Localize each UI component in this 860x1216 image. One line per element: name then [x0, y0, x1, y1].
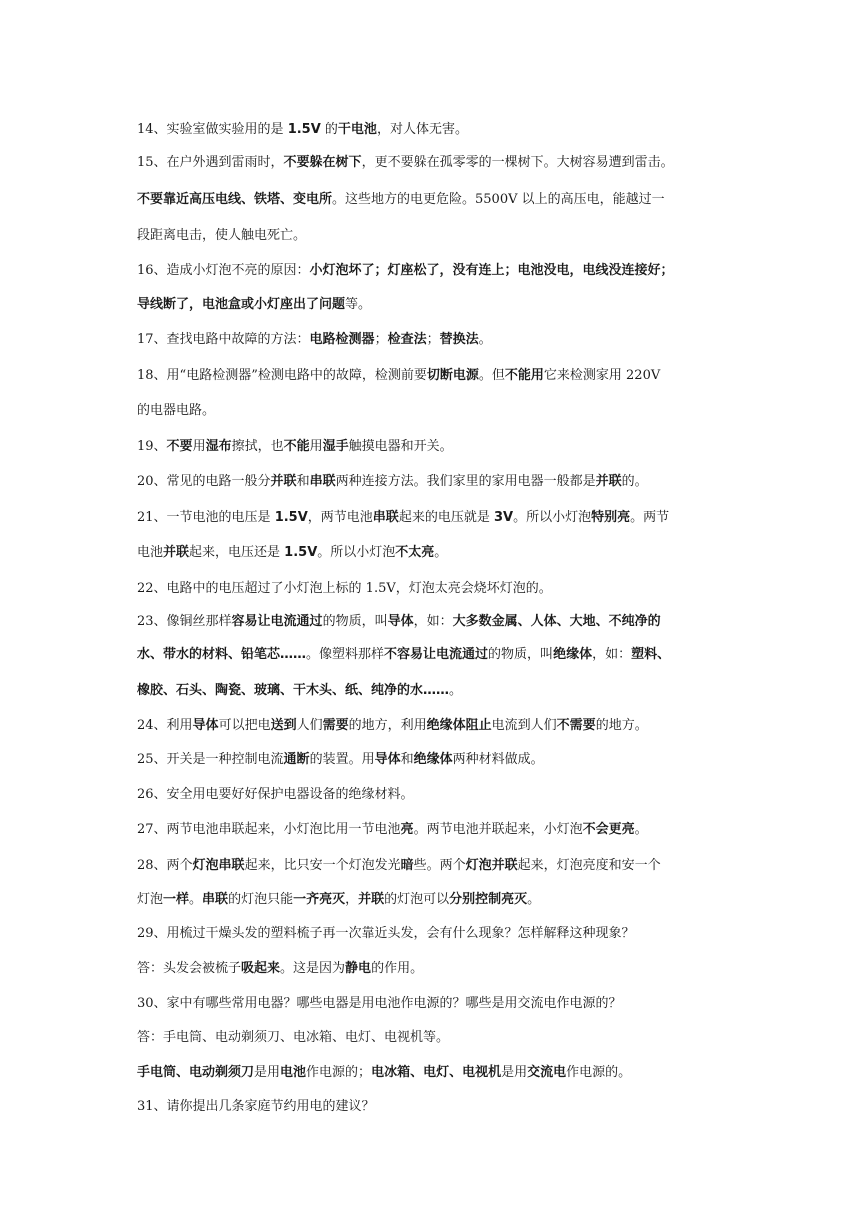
bold-text: 串联	[202, 892, 229, 907]
text: 的	[320, 122, 338, 137]
bold-text: 大多数金属、人体、大地、不纯净的	[452, 614, 661, 629]
text: 两种材料做成。	[452, 752, 544, 767]
bold-text: 并联	[163, 545, 190, 560]
text: 。所以小灯泡	[317, 545, 396, 560]
text-line	[137, 890, 737, 910]
text: 电流到人们	[491, 718, 557, 733]
bold-text: 替换法	[439, 332, 479, 347]
text: ；	[426, 332, 440, 347]
text-line	[137, 437, 737, 457]
text-line	[137, 959, 737, 979]
bold-text: 特别亮	[591, 510, 631, 525]
text: 。像塑料那样	[306, 647, 385, 662]
bold-text: 导线断了，电池盒或小灯座出了问题	[137, 297, 346, 312]
text: 是用	[501, 1065, 528, 1080]
text: 22、电路中的电压超过了小灯泡上标的 1.5V，灯泡太亮会烧坏灯泡的。	[137, 581, 552, 596]
text: 24、利用	[137, 718, 193, 733]
bold-text: 小灯泡坏了；灯座松了，没有连上；电池没电，电线没连接好；	[309, 263, 674, 278]
text-line	[137, 820, 737, 840]
text: 20、常见的电路一般分	[137, 474, 271, 489]
text: 28、两个	[137, 858, 193, 873]
text: 电池	[137, 545, 164, 560]
bold-text: 灯泡串联	[192, 858, 245, 873]
text: ，如：	[592, 647, 632, 662]
text: 16、造成小灯泡不亮的原因：	[137, 263, 310, 278]
text: 。	[434, 545, 448, 560]
text: ，两节电池	[307, 510, 373, 525]
text: 两种连接方法。我们家里的家用电器一般都是	[335, 474, 596, 489]
text: 答：头发会被梳子	[137, 961, 242, 976]
bold-text: 串联	[309, 474, 336, 489]
bold-text: 一样	[163, 892, 190, 907]
bold-text: 灯泡并联	[465, 858, 518, 873]
bold-text: 绝缘体	[413, 752, 453, 767]
text: 。这些地方的电更危险。5500V 以上的高压电，能越过一	[332, 192, 665, 207]
text-line	[137, 1063, 737, 1083]
bold-text: 湿手	[322, 439, 349, 454]
text: 的作用。	[371, 961, 424, 976]
text-line	[137, 226, 737, 246]
bold-text: 干电池	[337, 122, 377, 137]
text: 19、	[137, 439, 167, 454]
text: 31、请你提出几条家庭节约用电的建议？	[137, 1099, 375, 1114]
text: 23、像铜丝那样	[137, 614, 232, 629]
text: 灯泡	[137, 892, 164, 907]
text-line	[137, 543, 737, 563]
text: ，对人体无害。	[376, 122, 468, 137]
text: 作电源的；	[306, 1065, 372, 1080]
text-line	[137, 681, 737, 701]
bold-text: 塑料、	[631, 647, 671, 662]
text: 21、一节电池的电压是	[137, 510, 275, 525]
bold-text: 1.5V	[287, 122, 321, 137]
text-line	[137, 612, 737, 632]
text: 人们	[296, 718, 323, 733]
text-line	[137, 924, 737, 944]
text: 27、两节电池串联起来，小灯泡比用一节电池	[137, 822, 401, 837]
text: 和	[400, 752, 414, 767]
text: 可以把电	[218, 718, 271, 733]
bold-text: 手电筒、电动剃须刀	[137, 1065, 255, 1080]
bold-text: 并联	[358, 892, 385, 907]
text: 起来的电压就是	[398, 510, 494, 525]
bold-text: 湿布	[205, 439, 232, 454]
text: 。两节	[630, 510, 670, 525]
text-line	[137, 295, 737, 315]
text: 25、开关是一种控制电流	[137, 752, 284, 767]
text: 18、用“电路检测器”检测电路中的故障，检测前要	[137, 368, 427, 383]
text: 等。	[345, 297, 372, 312]
bold-text: 3V	[493, 510, 514, 525]
text-line	[137, 785, 737, 805]
bold-text: 1.5V	[274, 510, 308, 525]
text: 。	[527, 892, 541, 907]
text-line	[137, 401, 737, 421]
text-line	[137, 190, 737, 210]
bold-text: 导体	[374, 752, 401, 767]
text: 起来，灯泡亮度和安一个	[517, 858, 661, 873]
text: 。	[189, 892, 203, 907]
text: 和	[296, 474, 310, 489]
bold-text: 切断电源	[426, 368, 479, 383]
bold-text: 不会更亮	[582, 822, 635, 837]
text: 30、家中有哪些常用电器？哪些电器是用电池作电源的？哪些是用交流电作电源的？	[137, 996, 622, 1011]
text: 用	[309, 439, 323, 454]
bold-text: 导体	[192, 718, 219, 733]
bold-text: 电池	[280, 1065, 307, 1080]
text: 它来检测家用 220V	[543, 368, 661, 383]
bold-text: 电冰箱、电灯、电视机	[371, 1065, 502, 1080]
bold-text: 1.5V	[284, 545, 318, 560]
bold-text: 交流电	[527, 1065, 567, 1080]
bold-text: 并联	[595, 474, 622, 489]
bold-text: 亮	[400, 822, 414, 837]
text: 作电源的。	[566, 1065, 632, 1080]
text-line	[137, 1097, 737, 1117]
text: 17、查找电路中故障的方法：	[137, 332, 310, 347]
bold-text: 导体	[387, 614, 414, 629]
text: 起来，电压还是	[189, 545, 285, 560]
text: 的装置。用	[309, 752, 375, 767]
text: 的地方。	[595, 718, 648, 733]
bold-text: 暗	[400, 858, 414, 873]
text: 是用	[254, 1065, 281, 1080]
bold-text: 不能	[283, 439, 310, 454]
bold-text: 电路检测器	[309, 332, 375, 347]
text-line	[137, 261, 737, 281]
text: ，更不要躲在孤零零的一棵树下。大树容易遭到雷击。	[361, 155, 674, 170]
text: 。所以小灯泡	[513, 510, 592, 525]
text: 。两节电池并联起来，小灯泡	[413, 822, 583, 837]
text: 的。	[621, 474, 648, 489]
text: 。	[478, 332, 492, 347]
bold-text: 分别控制亮灭	[449, 892, 528, 907]
text: 15、在户外遇到雷雨时，	[137, 155, 284, 170]
bold-text: 不要靠近高压电线、铁塔、变电所	[137, 192, 333, 207]
bold-text: 吸起来	[241, 961, 281, 976]
bold-text: 绝缘体阻止	[426, 718, 492, 733]
bold-text: 需要	[322, 718, 349, 733]
text: 用	[192, 439, 206, 454]
text-line	[137, 716, 737, 736]
text: 14、实验室做实验用的是	[137, 122, 288, 137]
bold-text: 水、带水的材料、铅笔芯……	[137, 647, 307, 662]
text: 的电器电路。	[137, 403, 216, 418]
bold-text: 不要	[166, 439, 193, 454]
text: 的灯泡可以	[384, 892, 450, 907]
text-line	[137, 994, 737, 1014]
text-line	[137, 366, 737, 386]
bold-text: 串联	[372, 510, 399, 525]
bold-text: 不要躲在树下	[283, 155, 362, 170]
bold-text: 送到	[270, 718, 297, 733]
text: ，	[345, 892, 359, 907]
text: 29、用梳过干燥头发的塑料梳子再一次靠近头发，会有什么现象？怎样解释这种现象？	[137, 926, 635, 941]
text-line	[137, 750, 737, 770]
text: 的灯泡只能	[228, 892, 294, 907]
text: 。	[634, 822, 648, 837]
text: 。	[449, 683, 463, 698]
text: ；	[374, 332, 388, 347]
text: ，如：	[413, 614, 453, 629]
text-line	[137, 120, 737, 140]
text: 起来，比只安一个灯泡发光	[244, 858, 401, 873]
bold-text: 不太亮	[395, 545, 435, 560]
bold-text: 不能用	[504, 368, 544, 383]
text-line	[137, 330, 737, 350]
text-line	[137, 153, 737, 173]
text-line	[137, 579, 737, 599]
text: 的地方，利用	[348, 718, 427, 733]
bold-text: 通断	[283, 752, 310, 767]
text: 26、安全用电要好好保护电器设备的绝缘材料。	[137, 787, 414, 802]
text: 。这是因为	[280, 961, 346, 976]
text: 擦拭，也	[231, 439, 284, 454]
bold-text: 并联	[270, 474, 297, 489]
text-line	[137, 1028, 737, 1048]
text-line	[137, 645, 737, 665]
bold-text: 绝缘体	[553, 647, 593, 662]
bold-text: 橡胶、石头、陶瓷、玻璃、干木头、纸、纯净的水……	[137, 683, 450, 698]
bold-text: 容易让电流通过	[231, 614, 323, 629]
text: 的物质，叫	[322, 614, 388, 629]
text: 段距离电击，使人触电死亡。	[137, 228, 307, 243]
bold-text: 不需要	[556, 718, 596, 733]
text: 触摸电器和开关。	[348, 439, 453, 454]
text-line	[137, 856, 737, 876]
bold-text: 静电	[345, 961, 372, 976]
text-line	[137, 508, 737, 528]
text: 。但	[478, 368, 505, 383]
bold-text: 不容易让电流通过	[384, 647, 489, 662]
bold-text: 一齐亮灭	[293, 892, 346, 907]
bold-text: 检查法	[387, 332, 427, 347]
text: 的物质，叫	[488, 647, 554, 662]
text-line	[137, 472, 737, 492]
text: 答：手电筒、电动剃须刀、电冰箱、电灯、电视机等。	[137, 1030, 450, 1045]
text: 些。两个	[413, 858, 466, 873]
